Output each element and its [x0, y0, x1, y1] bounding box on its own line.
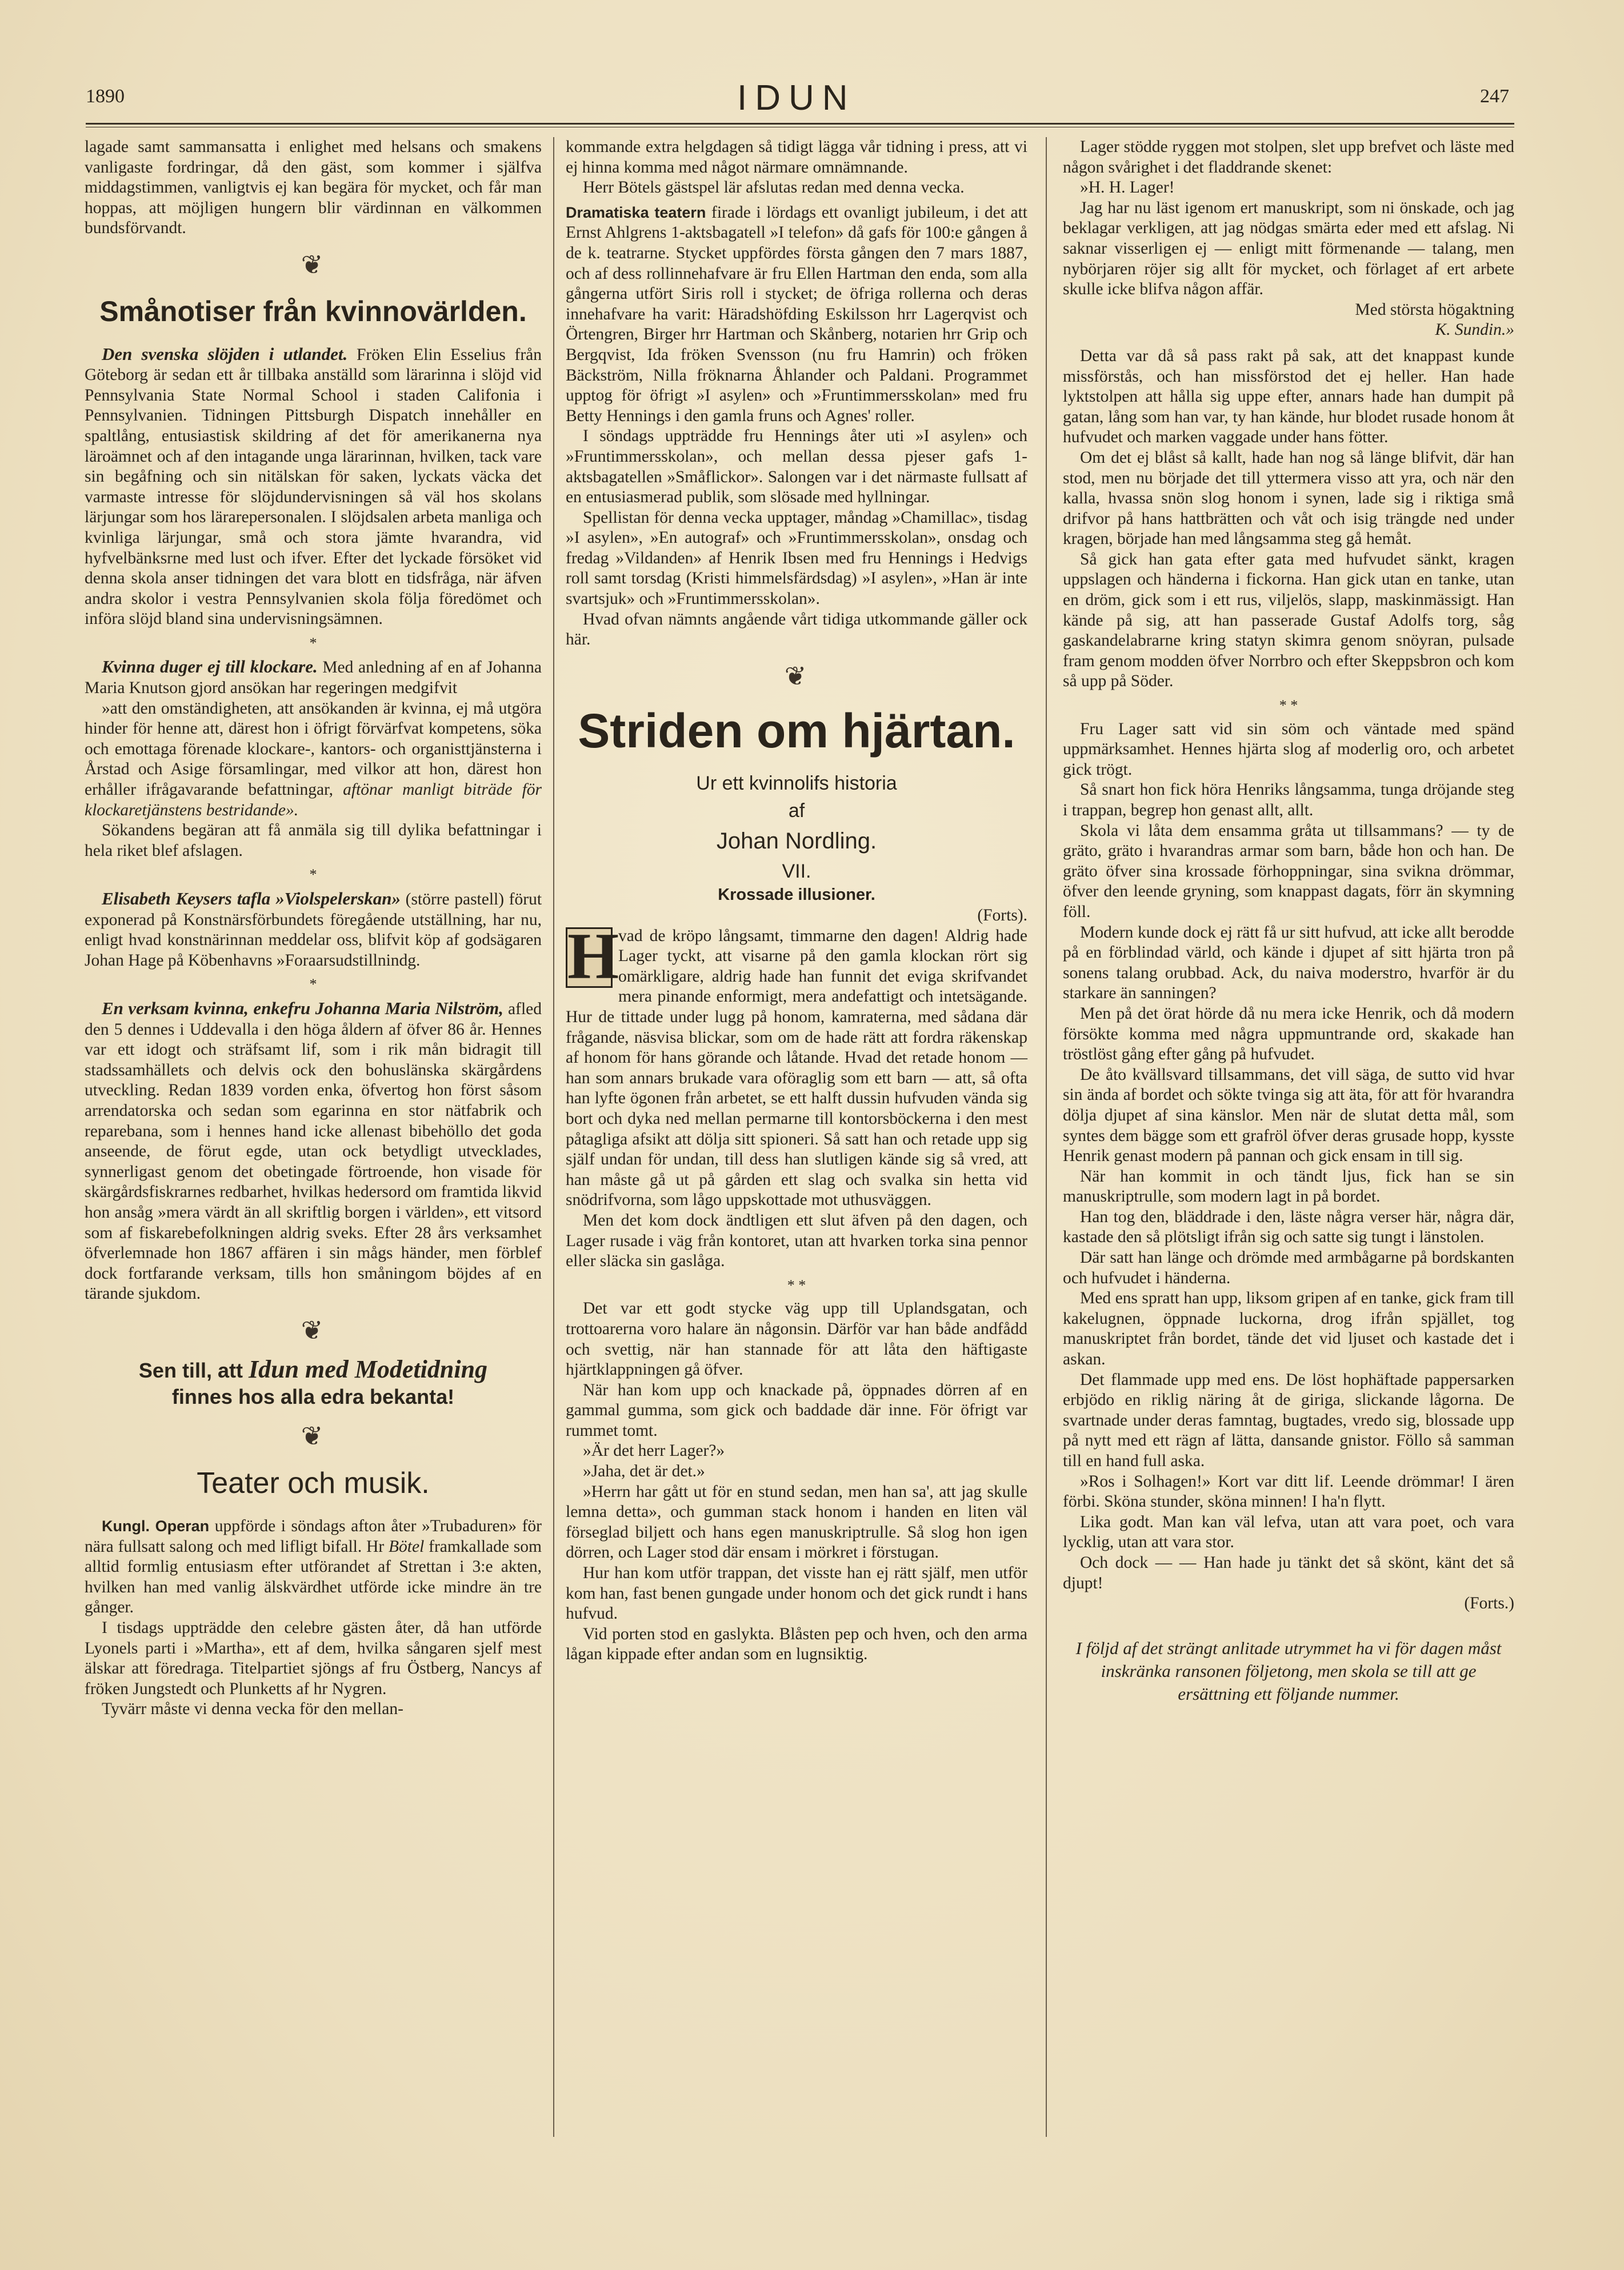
- col2-p3: I söndags uppträdde fru Hennings åter uti »I asylen» och »Fruntimmersskolan», och mellan dessa pjeser gafs 1-aktsbagatellen »Småflickor». Salongen var i det närmaste fullsatt af en entusiasmerad publik, som slösade med hyllningar.: [566, 427, 1027, 507]
- notice-klockare-end: Sökandens begäran att få anmäla sig till dylika befattningar i hela riket blef afslagen.: [85, 821, 542, 860]
- story-af: af: [788, 800, 805, 822]
- story-s6: »Jaha, det är det.»: [583, 1462, 705, 1481]
- notice-klockare-quote-text: »att den omständigheten, att ansökanden är kvinna, ej må utgöra hinder för henne att, därest hon i öfrigt förvärfvat kompetens, söka och emottaga förenade klockare-, kantors- och organisttjänsterna i Årstad och Asige församlingar, med vilkor att hon, därest hon erhåller ifrågavarande befattningar,: [85, 699, 542, 799]
- separator-stars: * *: [1279, 697, 1298, 714]
- notice-nilstrom-body: afled den 5 dennes i Uddevalla i den höga åldern af öfver 86 år. Hennes var ett idogt och sträfsamt lif, som i rik mån bidragit till stadssamhällets och delvis ock den bohuslänska skärgårdens utveckling. Redan 1839 vorden enka, öfvertog hon först såsom arrendatorska och sedan som egarinna en stor nätfabrik och reparebana, som i hennes hand icke allenast bibehöllo det goda anseende, de förut egde, utan ock betydligt utvecklades, synnerligast genom det obetingade förtroende, hon visade för skärgårdsfiskrarnes redbarhet, hvilkas hedersord om framtida likvid hon ansåg »mera värdt än all skriftlig borgen i världen», ett vitsord som af fiskarebefolkningen aldrig sveks. Efter 28 års verksamhet öfverlemnade hon 1867 affären i sin mågs händer, men förblef dock fortfarande verksam, tills hon småningom böjdes af en tärande sjukdom.: [85, 999, 542, 1303]
- col3-p20: Lika godt. Man kan väl lefva, utan att vara poet, och vara lycklig, utan att vara stor.: [1063, 1512, 1514, 1552]
- promo-text-2: finnes hos alla edra bekanta!: [171, 1385, 455, 1409]
- col3-forts: (Forts.): [1464, 1594, 1514, 1613]
- fleuron-ornament: ❦: [301, 250, 326, 279]
- notice-keyser-head: Elisabeth Keysers tafla »Violspelerskan»: [102, 888, 401, 908]
- column-divider-2: [1046, 137, 1047, 2137]
- notice-keyser: [85, 888, 542, 971]
- col3-p17: Med ens spratt han upp, liksom gripen af en tanke, gick fram till kakelugnen, öppnade luckorna, drog ifrån spjället, tog manuskriptet från bordet, tände det vid ljuset och kastade det i askan.: [1063, 1289, 1514, 1369]
- col3-p7: Så gick han gata efter gata med hufvudet sänkt, kragen uppslagen och händerna i fickorna. Han gick utan en tanke, utan en dröm, gick som i ett rus, viljelös, slapp, maskinmässigt. Han kände på sig, att han passerade Gustaf Adolfs torg, såg gaskandelabrarne kring statyn skimra genom snöyran, pulsade fram genom modden öfver Norrbro och efter Skeppsbron och kom så upp på Söder.: [1063, 550, 1514, 691]
- col3-p8: Fru Lager satt vid sin söm och väntade med spänd uppmärksamhet. Hennes hjärta slog af moderlig oro, och arbetet gick trögt.: [1063, 719, 1514, 779]
- fleuron-ornament: ❦: [301, 1422, 326, 1451]
- col3-p12: Men på det örat hörde då nu mera icke Henrik, och då modern försökte komma med några uppmuntrande ord, skakade han tröstlöst gång efter gång på hufvudet.: [1063, 1004, 1514, 1064]
- chapter-number: VII.: [782, 860, 811, 883]
- col3-p10: Skola vi låta dem ensamma gråta ut tillsammans? — ty de gräto, gräto i hvarandras armar som barn, både hon och han. De gräto öfver sina krossade förhoppningar, sina svikna drömmar, öfver den leende gryning, som knappast dagats, förr än skymning föll.: [1063, 821, 1514, 921]
- notice-slojden: [85, 344, 542, 630]
- story-s7: »Herrn har gått ut för en stund sedan, men han sa', att jag skulle lemna detta», och gumman stack honom i handen en liten väl förseglad biljett och hans egen manuskriptrulle. Så slog hon igen dörren, och Lager stod där ensam i mörkret i förstugan.: [566, 1482, 1027, 1562]
- story-s2: Men det kom dock ändtligen ett slut äfven på den dagen, och Lager rusade i väg från kontoret, utan att hvarken torka sina pennor eller släcka sin gaslåga.: [566, 1211, 1027, 1271]
- col3-p18: Det flammade upp med ens. De löst hophäftade pappersarken erbjödo en riklig näring åt de giriga, slickande lågorna. De svartnade under deras famntag, bugtades, vredo sig, blossade upp på nytt med ett rägn af lätta, dansande gnistor. Föllo så samman till en hand full aska.: [1063, 1370, 1514, 1470]
- col2-p2: Herr Bötels gästspel lär afslutas redan med denna vecka.: [583, 178, 965, 197]
- notice-slojden-head: Den svenska slöjden i utlandet.: [102, 343, 348, 364]
- col3-p9: Så snart hon fick höra Henriks långsamma, tunga dröjande steg i trappan, begrep hon genast allt, allt.: [1063, 780, 1514, 819]
- promo-title: Idun med Modetidning: [248, 1355, 488, 1384]
- section-title: Smånotiser från kvinnovärlden.: [99, 295, 527, 327]
- column-2: [566, 137, 1027, 1665]
- dramatiska-notice: [566, 203, 1027, 427]
- col3-p16: Där satt han länge och drömde med armbågarne på bordskanten och hufvudet i händerna.: [1063, 1248, 1514, 1287]
- chapter-title: Krossade illusioner.: [718, 886, 875, 904]
- column-1: [85, 137, 542, 1720]
- column-divider-1: [553, 137, 554, 2137]
- teater-opera-ital: Bötel: [389, 1537, 425, 1556]
- notice-klockare-body: Med anledning af en af Johanna Maria Knutson gjord ansökan har regeringen medgifvit: [85, 658, 542, 698]
- dramatiska-head: Dramatiska teatern: [566, 203, 706, 221]
- page-number: 247: [1480, 86, 1509, 107]
- fleuron-ornament: ❦: [784, 661, 809, 691]
- story-s9: Vid porten stod en gaslykta. Blåsten pep och hven, och den arma lågan kippade efter andan som en lugnsiktig.: [566, 1624, 1027, 1664]
- col3-p6: Om det ej blåst så kallt, hade han nog så länge blifvit, där han stod, men nu började det till yttermera visso att yra, och när den kalla, hvassa snön slog honom i synen, lade sig i riktiga små drifvor på hans hattbrätten och våt och isig trängde ned under kragen, började han med långsamma steg gå hemåt.: [1063, 448, 1514, 549]
- teater-opera: [85, 1516, 542, 1618]
- col3-p11: Modern kunde dock ej rätt få ur sitt hufvud, att icke allt berodde på en förblindad värld, och kände i djupet af sitt hjärta tron på sonens talang orubbad. Ack, du naiva moderstro, hvarför är du starkare än sanningen?: [1063, 923, 1514, 1003]
- notice-klockare-quote-ital: aftönar manligt biträde för klockaretjänstens bestridande».: [85, 780, 542, 819]
- story-subtitle: Ur ett kvinnolifs historia: [696, 772, 897, 795]
- header-rule: [86, 123, 1514, 125]
- story-s1-text: vad de kröpo långsamt, timmarne den dagen! Aldrig hade Lager tyckt, att visarne på den gamla klockan rört sig omärkligare, aldrig hade han funnit det eviga skrifvandet mera pinande enformigt, mera andefattigt och intetsägande. Hur de tittade under lugg på honom, kamraterna, med sådana där frågande, näsvisa blickar, som om de hade rätt att fordra räkenskap af honom för hans görande och låtande. Hvad det retade honom — han som annars brukade vara oföraglig som ett barn — att, så ofta han lyfte ögonen från arbetet, se ett halft dussin hufvuden vända sig bort och dyka ned mellan permarne till kontorsböckerna i den mest påtagliga afsikt att dölja sitt spioneri. Så satt han och retade upp sig själf undan för undan, till dess han slutligen kände sig så vred, att han måste gå ut på gården ett slag och svalka sin hetta vid snödrifvorna, som lågo uppskottade mot uthusväggen.: [566, 926, 1027, 1210]
- notice-slojden-body: Fröken Elin Esselius från Göteborg är sedan ett år tillbaka anställd som lärarinna i slöjd vid Pennsylvania State Normal School i staden Califonia i Pennsylvanien. Tidningen Pittsburgh Dispatch innehåller en spaltlång, entusiastisk skildring af det för amerikanerna nya läroämnet och af den intagande unga lärarinnan, hvilken, tack vare sin begåfning och sin nitälskan för saken, lyckats väcka det varmaste intresse för slöjdundervisningen så väl hos skolans lärjungar som hos lärarepersonalen. I slöjdsalen arbeta manliga och kvinliga lärjungar, små och stora jämte hvarandra, vid hyfvelbänksrne med lust och ifver. Efter det lyckade försöket vid denna skola anser tidningen det vara blott en tidsfråga, när äfven andra skolor i vestra Pennsylvanien skola följa föredömet och införa slöjd bland sina undervisningsämnen.: [85, 345, 542, 628]
- col3-p14: När han kommit in och tändt ljus, fick han se sin manuskriptrulle, som modern lagt in på bordet.: [1063, 1167, 1514, 1206]
- col3-p15: Han tog den, bläddrade i den, läste några verser här, några där, kastade den så plötsligt ifrån sig och satte sig tungt i länstolen.: [1063, 1207, 1514, 1247]
- story-s3: Det var ett godt stycke väg upp till Uplandsgatan, och trottoarerna voro halare än någonsin. Därför var han både andfådd och svettig, när han stannade för att låta den häftigaste hjärtklappningen gå öfver.: [566, 1299, 1027, 1379]
- col2-p4: Spellistan för denna vecka upptager, måndag »Chamillac», tisdag »I asylen», »En autograf» och »Fruntimmersskolan», onsdag och fredag »Vildanden» af Henrik Ibsen med fru Hennings i Hedvigs roll samt torsdag (Kristi himmelsfärdsdag) »I asylen», »Han är inte svartsjuk» och »Fruntimmersskolan».: [566, 508, 1027, 608]
- col2-p5: Hvad ofvan nämnts angående vårt tidiga utkommande gäller ock här.: [566, 610, 1027, 649]
- teater-opera-body: uppförde i söndags afton åter »Trubaduren» för nära fullsatt salong och med lifligt bifall. Hr: [85, 1517, 542, 1556]
- col3-p21: Och dock — — Han hade ju tänkt det så skönt, känt det så djupt!: [1063, 1553, 1514, 1592]
- story-author: Johan Nordling.: [716, 828, 877, 854]
- editorial-note: I följd af det strängt anlitade utrymmet ha vi för dagen måst inskränka ransonen följetong, men skola se till att ge ersättning ett följande nummer.: [1075, 1638, 1502, 1704]
- fleuron-ornament: ❦: [301, 1315, 326, 1345]
- col3-p1: Lager stödde ryggen mot stolpen, slet upp brefvet och läste med någon svårighet i det fladdrande skenet:: [1063, 138, 1514, 177]
- col3-p5: Detta var då så pass rakt på sak, att det knappast kunde missförstås, och han missförstod det ej heller. Han hade lyktstolpen att hålla sig uppe efter, annars hade han dumpit på gatan, lång som han var, ty han kände, hur blodet rusade honom åt hufvudet och marken vaggade under hans fötter.: [1063, 346, 1514, 447]
- story-title: Striden om hjärtan.: [578, 704, 1015, 758]
- notice-klockare-quote: [85, 699, 542, 821]
- separator-asterisk: *: [309, 976, 317, 993]
- letter-body: Jag har nu läst igenom ert manuskript, som ni önskade, och jag beklagar verkligen, att jag nödgas smärta eder med ett afslag. Ni saknar visserligen ej — enligt mitt förmenande — talang, men nybörjaren röjer sig allt för mycket, och förlaget af ert arbete skulle icke blifva någon affär.: [1063, 198, 1514, 299]
- letter-salutation: »H. H. Lager!: [1080, 178, 1175, 197]
- story-s1: [566, 919, 1027, 1211]
- masthead-title: IDUN: [737, 78, 856, 118]
- story-s8: Hur han kom utför trappan, det visste han ej rätt själf, men utför kom han, fast benen gungade under honom och det gick rundt i hans hufvud.: [566, 1564, 1027, 1623]
- col3-p19: »Ros i Solhagen!» Kort var ditt lif. Leende drömmar! I ären förbi. Sköna stunder, sköna minnen! I ha'n flytt.: [1063, 1472, 1514, 1511]
- intro-paragraph: lagade samt sammansatta i enlighet med helsans och smakens vanligaste fordringar, då den gäst, som kommer i själfva middagstimmen, vanligtvis ej kan begära för mycket, och får man hoppas, att möjligen hungern blir värdinnan en välkommen bundsförvandt.: [85, 138, 542, 238]
- col3-p13: De åto kvällsvard tillsammans, det vill säga, de sutto vid hvar sin ända af bordet och sökte tvinga sig att äta, för att för hvarandra dölja djupet af sina känslor. Men när de slutat detta mål, som syntes dem bägge som ett grafröl öfver deras grusade hopp, kysste Henrik genast modern på pannan och gick ensam in till sig.: [1063, 1065, 1514, 1166]
- teater-tyvarr: Tyvärr måste vi denna vecka för den mellan-: [102, 1700, 403, 1719]
- column-3: [1063, 137, 1514, 1705]
- notice-nilstrom: [85, 998, 542, 1304]
- notice-nilstrom-head: En verksam kvinna, enkefru Johanna Maria Nilström,: [102, 998, 504, 1018]
- separator-asterisk: *: [309, 634, 317, 651]
- header-year: 1890: [86, 86, 125, 107]
- separator-stars: * *: [787, 1276, 806, 1294]
- dramatiska-body: firade i lördags ett ovanligt jubileum, i det att Ernst Ahlgrens 1-aktsbagatell »I telefon» då gafs för 100:e gången å de k. teatrarne. Stycket uppfördes första gången den 7 mars 1887, och af dess rollinnehafvare är fru Ellen Hartman den enda, som alla gångerna utfört Siris roll i stycket; de öfriga rollerna och deras innehafvare ha varit: Häradshöfding Eskilsson hrr Lagerqvist och Örtengren, Birger hrr Hartman och Skånberg, notarien hrr Grip och Bergqvist, Ida fröken Svensson (nu fru Hamrin) och fröken Bäckström, Nilla fröknarna Åhlander och Paldani. Programmet upptog för öfrigt »I asylen» och »Fruntimmersskolan» med fru Betty Hennings i den gamla fruns och Agnes' roller.: [566, 203, 1028, 425]
- col2-p1: kommande extra helgdagen så tidigt lägga vår tidning i press, att vi ej hinna komma med något närmare omnämnande.: [566, 138, 1027, 177]
- teater-opera-body2: framkallade som alltid formlig entusiasm efter utförandet af Strettan i 3:e akten, hvilken han med vanlig älskvärdhet utförde icke mindre än tre gånger.: [85, 1537, 542, 1617]
- story-s5: »Är det herr Lager?»: [583, 1442, 725, 1460]
- chapter-forts: (Forts).: [977, 906, 1027, 925]
- letter-closing: Med största högaktning: [1355, 300, 1514, 319]
- letter-signature: K. Sundin.»: [1435, 321, 1514, 339]
- promo-text-1: Sen till, att: [138, 1359, 243, 1383]
- notice-klockare-head: Kvinna duger ej till klockare.: [102, 656, 318, 677]
- drop-cap: H: [566, 927, 613, 988]
- notice-klockare: [85, 656, 542, 698]
- separator-asterisk: *: [309, 866, 317, 883]
- promo-box: [85, 1356, 542, 1410]
- teater-opera-head: Kungl. Operan: [102, 1518, 210, 1535]
- teater-tisdag: I tisdags uppträdde den celebre gästen åter, då han utförde Lyonels parti i »Martha», ett af dem, hvilka sångaren sjelf mest älskar att föredraga. Titelpartiet sjöngs af fru Östberg, Nancys af fröken Jungstedt och Plunketts af hr Nygren.: [85, 1619, 542, 1698]
- notice-keyser-body: (större pastell) förut exponerad på Konstnärsförbundets föregående utställning, har nu, enligt hvad konstnärinnan meddelar oss, blifvit köp af godsägaren Johan Hage på Köbenhavns »Foraarsudstillnindg.: [85, 890, 542, 970]
- story-s4: När han kom upp och knackade på, öppnades dörren af en gammal gumma, som gick och baddade där inne. För öfrigt var rummet tomt.: [566, 1380, 1027, 1440]
- teater-title: Teater och musik.: [197, 1467, 430, 1500]
